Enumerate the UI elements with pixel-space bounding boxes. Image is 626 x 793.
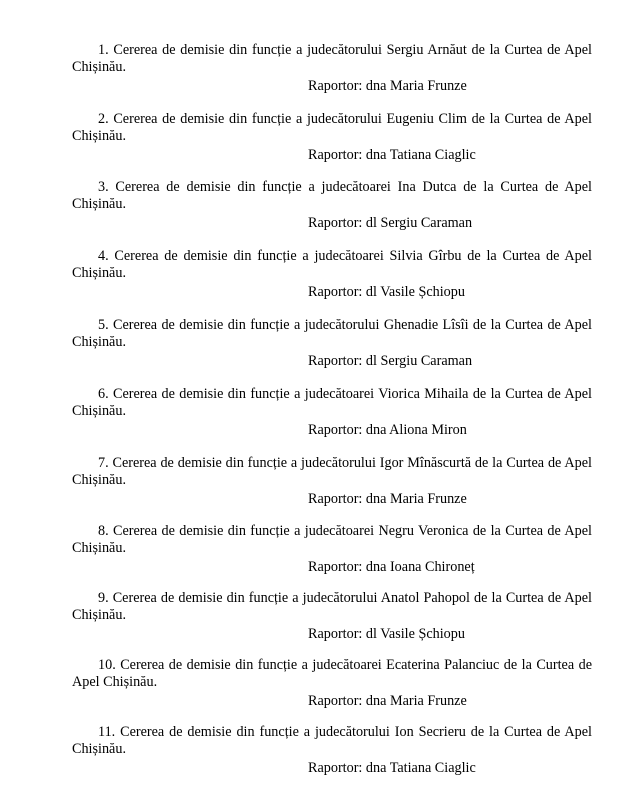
request-text: 7. Cererea de demisie din funcție a judecătorului Igor Mînăscurtă de la Curtea de Apel Chișinău. <box>72 455 592 488</box>
rapporteur-line: Raportor: dna Maria Frunze <box>308 491 467 507</box>
agenda-item-6 <box>72 386 592 439</box>
agenda-item-7 <box>72 455 592 508</box>
rapporteur-line: Raportor: dl Sergiu Caraman <box>308 215 473 231</box>
rapporteur-line: Raportor: dna Aliona Miron <box>308 422 467 438</box>
request-text: 11. Cererea de demisie din funcție a judecătorului Ion Secrieru de la Curtea de Apel Chișinău. <box>72 724 592 757</box>
rapporteur-line: Raportor: dl Vasile Șchiopu <box>308 626 465 642</box>
agenda-item-9 <box>72 590 592 643</box>
rapporteur-line: Raportor: dna Ioana Chironeț <box>308 559 475 575</box>
agenda-item-5 <box>72 317 592 370</box>
agenda-item-4 <box>72 248 592 301</box>
request-text: 6. Cererea de demisie din funcție a judecătoarei Viorica Mihaila de la Curtea de Apel Chișinău. <box>72 386 592 419</box>
agenda-item-3 <box>72 179 592 232</box>
agenda-item-1 <box>72 42 592 95</box>
request-text: 3. Cererea de demisie din funcție a judecătoarei Ina Dutca de la Curtea de Apel Chișinău. <box>72 179 592 212</box>
rapporteur-line: Raportor: dl Sergiu Caraman <box>308 353 473 369</box>
request-text: 8. Cererea de demisie din funcție a judecătoarei Negru Veronica de la Curtea de Apel Chișinău. <box>72 523 592 556</box>
rapporteur-line: Raportor: dna Maria Frunze <box>308 78 467 94</box>
rapporteur-line: Raportor: dna Maria Frunze <box>308 693 467 709</box>
rapporteur-line: Raportor: dna Tatiana Ciaglic <box>308 147 476 163</box>
request-text: 5. Cererea de demisie din funcție a judecătorului Ghenadie Lîsîi de la Curtea de Apel Chișinău. <box>72 317 592 350</box>
request-text: 4. Cererea de demisie din funcție a judecătoarei Silvia Gîrbu de la Curtea de Apel Chișinău. <box>72 248 592 281</box>
agenda-item-8 <box>72 523 592 576</box>
agenda-item-11 <box>72 724 592 777</box>
request-text: 1. Cererea de demisie din funcție a judecătorului Sergiu Arnăut de la Curtea de Apel Chișinău. <box>72 42 592 75</box>
request-text: 2. Cererea de demisie din funcție a judecătorului Eugeniu Clim de la Curtea de Apel Chișinău. <box>72 111 592 144</box>
rapporteur-line: Raportor: dna Tatiana Ciaglic <box>308 760 476 776</box>
agenda-item-10 <box>72 657 592 710</box>
request-text: 9. Cererea de demisie din funcție a judecătorului Anatol Pahopol de la Curtea de Apel Chișinău. <box>72 590 592 623</box>
rapporteur-line: Raportor: dl Vasile Șchiopu <box>308 284 465 300</box>
agenda-item-2 <box>72 111 592 164</box>
request-text: 10. Cererea de demisie din funcție a judecătoarei Ecaterina Palanciuc de la Curtea de Apel Chișinău. <box>72 657 592 690</box>
